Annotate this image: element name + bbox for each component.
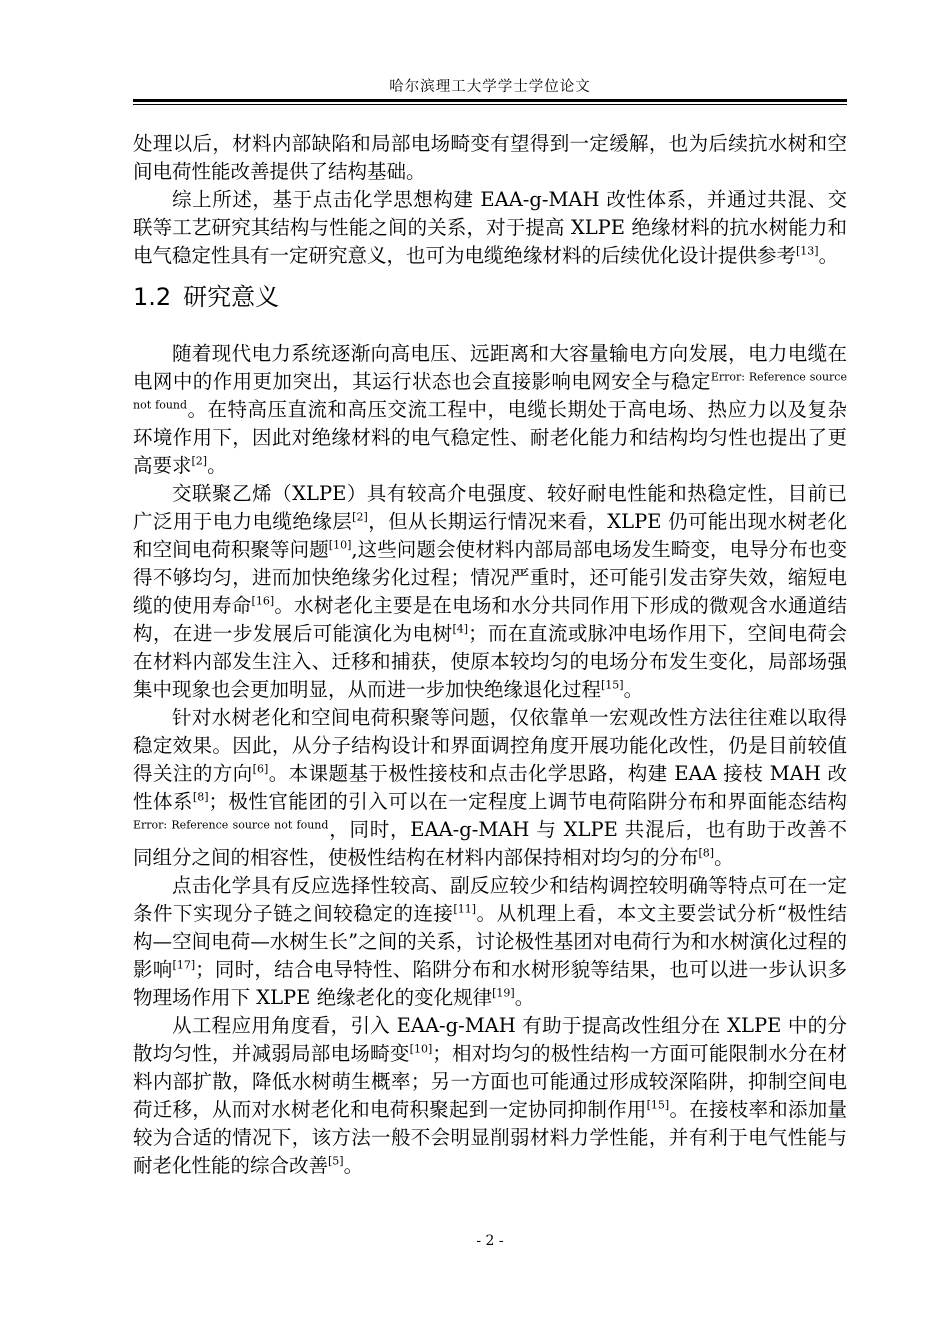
paragraph-text: 。 (714, 846, 734, 869)
citation: [19] (492, 986, 515, 1000)
paragraph-text: 。本课题基于极性接枝和点击化学思路，构建 EAA 接枝 MAH 改性体系 (133, 762, 847, 813)
body-text (133, 130, 847, 1180)
paragraph-text: 。水树老化主要是在电场和水分共同作用下形成的微观含水通道结构，在进一步发展后可能演化为电树 (133, 594, 847, 645)
citation: [15] (646, 1098, 670, 1112)
paragraph-text: ,这些问题会使材料内部局部电场发生畸变，电导分布也变得不够均匀，进而加快绝缘劣化过程；情况严重时，还可能引发击穿失效，缩短电缆的使用寿命 (133, 538, 847, 617)
citation: [13] (796, 244, 819, 258)
paragraph-text: 综上所述，基于点击化学思想构建 EAA-g-MAH 改性体系，并通过共混、交联等工艺研究其结构与性能之间的关系，对于提高 XLPE 绝缘材料的抗水树能力和电气稳定性具有一定研究意义，也可为电缆绝缘材料的后续优化设计提供参考 (133, 188, 847, 267)
running-header: 哈尔滨理工大学学士学位论文 (389, 79, 591, 95)
page-number: - 2 - (476, 1233, 504, 1249)
paragraph-text: ；同时，结合电导特性、陷阱分布和水树形貌等结果，也可以进一步认识多物理场作用下 XLPE 绝缘老化的变化规律 (133, 958, 847, 1009)
citation: [2] (352, 510, 368, 524)
citation: [8] (192, 790, 209, 804)
paragraph-text: 。 (818, 244, 839, 267)
paragraph-text: 。 (514, 986, 535, 1009)
header-rule-thin (133, 104, 847, 105)
citation: [17] (172, 958, 196, 972)
paragraph-text: 。在接枝率和添加量较为合适的情况下，该方法一般不会明显削弱材料力学性能，并有利于电气性能与耐老化性能的综合改善 (133, 1098, 847, 1177)
paragraph-text: ；极性官能团的引入可以在一定程度上调节电荷陷阱分布和界面能态结构 (208, 790, 847, 813)
citation: [15] (601, 678, 624, 692)
paragraph-text: 从工程应用角度看，引入 EAA-g-MAH 有助于提高改性组分在 XLPE 中的分散均匀性，并减弱局部电场畸变 (133, 1014, 847, 1065)
citation: [11] (453, 902, 477, 916)
paragraph-text: 。在特高压直流和高压交流工程中，电缆长期处于高电场、热应力以及复杂环境作用下，因此对绝缘材料的电气稳定性、耐老化能力和结构均匀性也提出了更高要求 (133, 398, 847, 477)
section-heading (133, 280, 847, 314)
paragraph-text: ，但从长期运行情况来看，XLPE 仍可能出现水树老化和空间电荷积聚等问题 (133, 510, 847, 561)
paragraph-text: 。 (343, 1154, 364, 1177)
paragraph-continued (133, 130, 847, 186)
citation: [10] (328, 538, 352, 552)
paragraph-text: 随着现代电力系统逐渐向高电压、远距离和大容量输电方向发展，电力电缆在电网中的作用更加突出，其运行状态也会直接影响电网安全与稳定 (133, 342, 847, 393)
paragraph-text: 处理以后，材料内部缺陷和局部电场畸变有望得到一定缓解，也为后续抗水树和空间电荷性能改善提供了结构基础。 (133, 132, 847, 183)
citation: [5] (328, 1154, 344, 1168)
paragraph-click-chemistry (133, 872, 847, 1012)
header-rule-thick (133, 99, 847, 102)
paragraph-text: 。 (207, 454, 227, 477)
paragraph-text: ；而在直流或脉冲电场作用下，空间电荷会在材料内部发生注入、迁移和捕获，使原本较均匀的电场分布发生变化，局部场强集中现象也会更加明显，从而进一步加快绝缘退化过程 (133, 622, 847, 701)
citation: [16] (251, 594, 275, 608)
citation: [2] (191, 454, 208, 468)
section-number: 1.2 (133, 283, 172, 311)
citation: [6] (252, 762, 269, 776)
paragraph-text: 交联聚乙烯（XLPE）具有较高介电强度、较好耐电性能和热稳定性，目前已广泛用于电力电缆绝缘层 (133, 482, 847, 533)
paragraph-text: 点击化学具有反应选择性较高、副反应较少和结构调控较明确等特点可在一定条件下实现分子链之间较稳定的连接 (133, 874, 847, 925)
paragraph-text: ，同时，EAA-g-MAH 与 XLPE 共混后，也有助于改善不同组分之间的相容性，使极性结构在材料内部保持相对均匀的分布 (133, 818, 847, 869)
section-title: 研究意义 (183, 283, 280, 311)
reference-error: Error: Reference source not found (133, 370, 847, 412)
paragraph-summary (133, 186, 847, 270)
paragraph-engineering (133, 1012, 847, 1180)
reference-error: Error: Reference source not found (133, 818, 329, 832)
paragraph-text: 。从机理上看，本文主要尝试分析“极性结构—空间电荷—水树生长”之间的关系，讨论极性基团对电荷行为和水树演化过程的影响 (133, 902, 847, 981)
paragraph-text: 针对水树老化和空间电荷积聚等问题，仅依靠单一宏观改性方法往往难以取得稳定效果。因此，从分子结构设计和界面调控角度开展功能化改性，仍是目前较值得关注的方向 (133, 706, 847, 785)
citation: [4] (452, 622, 469, 636)
citation: [8] (698, 846, 715, 860)
paragraph-background (133, 340, 847, 480)
paragraph-text: 。 (623, 678, 644, 701)
paragraph-text: ；相对均匀的极性结构一方面可能限制水分在材料内部扩散，降低水树萌生概率；另一方面也可能通过形成较深陷阱，抑制空间电荷迁移，从而对水树老化和电荷积聚起到一定协同抑制作用 (133, 1042, 847, 1121)
paragraph-modification (133, 704, 847, 872)
citation: [10] (409, 1042, 433, 1056)
paragraph-xlpe (133, 480, 847, 704)
